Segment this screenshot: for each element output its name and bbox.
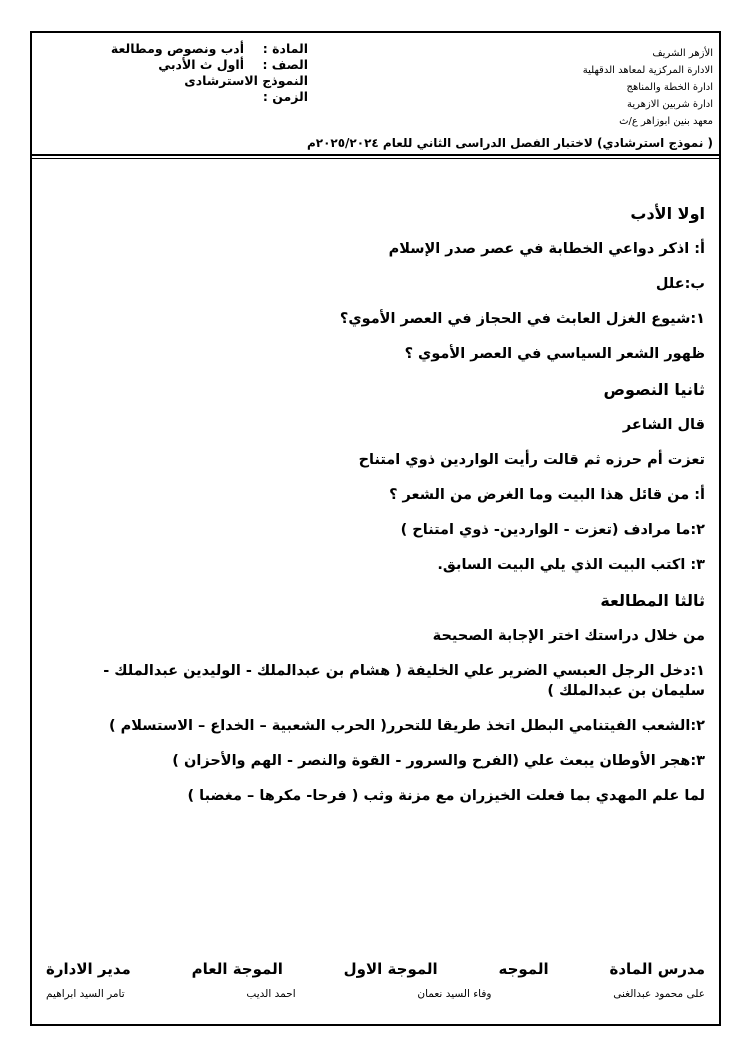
question-line: ٢:الشعب الفيتنامي البطل اتخذ طريقا للتحرر( الحرب الشعبية – الخداع – الاستسلام ) — [108, 718, 705, 734]
question-line: أ: اذكر دواعي الخطابة في عصر صدر الإسلام — [388, 241, 705, 257]
section-heading-texts: ثانيا النصوص — [603, 380, 705, 399]
header-divider — [32, 154, 719, 156]
institution-line: ادارة شربين الازهرية — [627, 99, 713, 110]
name-general-supervisor: احمد الديب — [246, 988, 296, 1000]
time-label: الزمن : — [262, 89, 308, 104]
institution-line: ادارة الخطة والمناهج — [626, 82, 713, 93]
poem-verse: تعزت أم حرزه ثم قالت رأيت الواردين ذوي امتناح — [358, 452, 705, 468]
grade-value: أاول ث الأدبي — [158, 57, 244, 72]
question-line: ٣:هجر الأوطان يبعث علي (الفرح والسرور - القوة والنصر - الهم والأحزان ) — [172, 753, 705, 769]
question-line: أ: من قائل هذا البيت وما الغرض من الشعر ؟ — [389, 487, 705, 503]
question-line: ٣: اكتب البيت الذي يلي البيت السابق. — [437, 557, 705, 573]
subject-row — [38, 41, 308, 57]
question-line: ١:دخل الرجل العبسي الضرير علي الخليفة ( هشام بن عبدالملك - الوليدين عبدالملك - سليمان بن عبدالملك ) — [103, 663, 705, 699]
section-heading-reading: ثالثا المطالعة — [600, 591, 705, 610]
question-line: ظهور الشعر السياسي في العصر الأموي ؟ — [404, 346, 705, 362]
subject-info-block — [38, 41, 308, 105]
role-general-supervisor: الموجة العام — [191, 960, 283, 978]
signature-roles — [46, 960, 705, 978]
model-label: النموذج الاسترشادى — [184, 73, 308, 88]
institution-line: معهد بنين ابوزاهر ع/ث — [619, 116, 713, 127]
name-teacher: على محمود عبدالغنى — [613, 988, 705, 1000]
question-line: من خلال دراستك اختر الإجابة الصحيحة — [432, 628, 705, 644]
grade-label: الصف : — [262, 57, 308, 72]
exam-body — [46, 203, 705, 821]
model-row — [38, 73, 308, 89]
header-divider-thin — [32, 158, 719, 159]
role-first-supervisor: الموجة الاول — [343, 960, 438, 978]
exam-header — [32, 33, 719, 158]
question-line: لما علم المهدي بما فعلت الخيزران مع مزنة وثب ( فرحا- مكرها – مغضبا ) — [187, 788, 705, 804]
institution-line: الادارة المركزية لمعاهد الدقهلية — [582, 65, 713, 76]
institution-line: الأزهر الشريف — [652, 48, 713, 59]
section-heading-literature: اولا الأدب — [630, 204, 705, 223]
question-line: قال الشاعر — [622, 417, 705, 433]
question-line: ب:علل — [655, 276, 705, 292]
role-supervisor: الموجه — [498, 960, 549, 978]
page-frame — [30, 31, 721, 1026]
time-row — [38, 89, 308, 105]
signatures-footer — [46, 960, 705, 1000]
subject-label: المادة : — [262, 41, 308, 56]
exam-title: ( نموذج استرشادي) لاختبار الفصل الدراسى الثاني للعام ٢٠٢٥/٢٠٢٤م — [306, 136, 713, 150]
grade-row — [38, 57, 308, 73]
subject-value: أدب ونصوص ومطالعة — [110, 41, 244, 56]
name-supervisor: وفاء السيد نعمان — [417, 988, 492, 1000]
role-director: مدير الادارة — [46, 960, 131, 978]
institution-block — [453, 45, 713, 130]
question-line: ١:شيوع الغزل العابث في الحجاز في العصر الأموي؟ — [339, 311, 705, 327]
question-line: ٢:ما مرادف (تعزت - الواردين- ذوي امتناح ) — [400, 522, 705, 538]
signature-names — [46, 988, 705, 1000]
role-subject-teacher: مدرس المادة — [609, 960, 705, 978]
name-director: تامر السيد ابراهيم — [46, 988, 125, 1000]
